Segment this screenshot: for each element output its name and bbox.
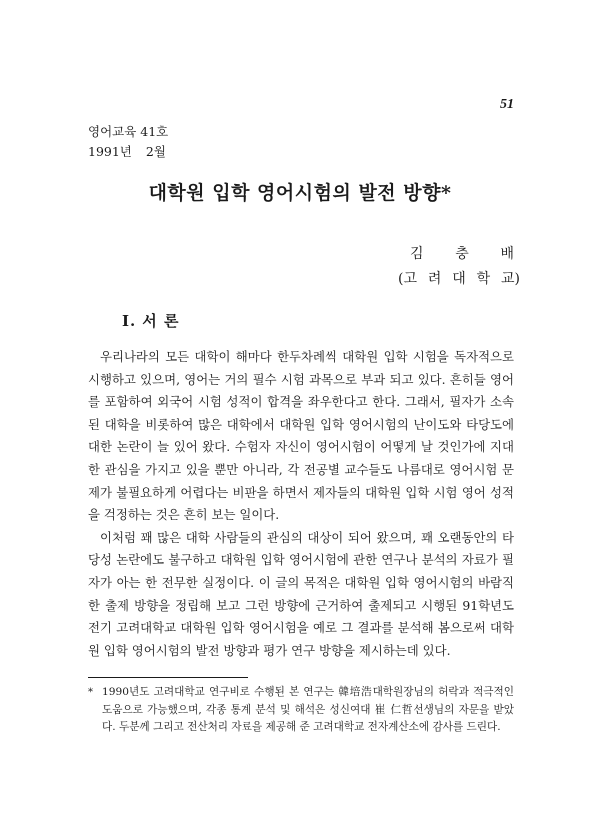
journal-info — [88, 122, 180, 162]
journal-name-issue: 영어교육 41호 — [88, 124, 169, 139]
section-number: I. — [122, 312, 137, 330]
affiliation-char: (고 — [398, 271, 417, 287]
paper-title: 대학원 입학 영어시험의 발전 방향* — [148, 182, 452, 204]
affiliation-char: 교) — [500, 271, 520, 287]
journal-year: 1991년 — [88, 144, 132, 159]
author-affiliation — [398, 268, 520, 288]
affiliation-char: 학 — [476, 271, 491, 287]
affiliation-char: 려 — [427, 271, 442, 287]
journal-date — [88, 142, 180, 162]
body-paragraph: 우리나라의 모든 대학이 해마다 한두차례씩 대학원 입학 시험을 독자적으로 시행하고 있으며, 영어는 거의 필수 시험 과목으로 부과 되고 있다. 흔히들 영어를 포함하여 외국어 시험 성적이 합격을 좌우한다고 한다. 그래서, 필자가 소속된 대학을 비롯하여 많은 대학에서 대학원 입학 영어시험의 난이도와 타당도에 대한 논란이 늘 있어 왔다. 수험자 자신이 영어시험이 어떻게 날 것인가에 지대한 관심을 가지고 있을 뿐만 아니라, 각 전공별 교수들도 나름대로 영어시험 문제가 불필요하게 어렵다는 비판을 하면서 제자들의 대학원 입학 시험 영어 성적을 걱정하는 것은 흔히 보는 일이다. — [88, 349, 514, 523]
footnote-text: 1990년도 고려대학교 연구비로 수행된 본 연구는 韓培浩대학원장님의 허락과 적극적인 도움으로 가능했으며, 각종 통계 분석 및 해석은 성신여대 崔 仁哲선생님의 자문을 받았다. 두분께 그리고 전산처리 자료을 제공해 준 고려대학교 전자계산소에 감사를 드린다. — [102, 686, 514, 733]
body-paragraph: 이처럼 꽤 많은 대학 사람들의 관심의 대상이 되어 왔으며, 꽤 오랜동안의 타당성 논란에도 불구하고 대학원 입학 영어시험에 관한 연구나 분석의 자료가 필자가 아는 한 전무한 실정이다. 이 글의 목적은 대학원 입학 영어시험의 바람직한 출제 방향을 정립해 보고 그런 방향에 근거하여 출제되고 시행된 91학년도 전기 고려대학교 대학원 입학 영어시험을 예로 그 결과를 분석해 봄으로써 대학원 입학 영어시험의 발전 방향과 평가 연구 방향을 제시하는데 있다. — [88, 529, 514, 658]
author-name-char: 김 — [410, 246, 424, 262]
section-title: 서 론 — [142, 312, 180, 330]
author-name — [410, 243, 514, 263]
section-heading — [122, 310, 179, 331]
footnote-divider — [88, 677, 248, 678]
author-name-char: 배 — [500, 246, 514, 262]
author-name-char: 충 — [455, 246, 469, 262]
footnote-mark: * — [88, 687, 93, 698]
page-number: 51 — [500, 97, 514, 112]
affiliation-char: 대 — [452, 271, 466, 287]
journal-month: 2월 — [145, 144, 166, 159]
body-text — [88, 346, 514, 662]
footnote — [88, 684, 514, 737]
